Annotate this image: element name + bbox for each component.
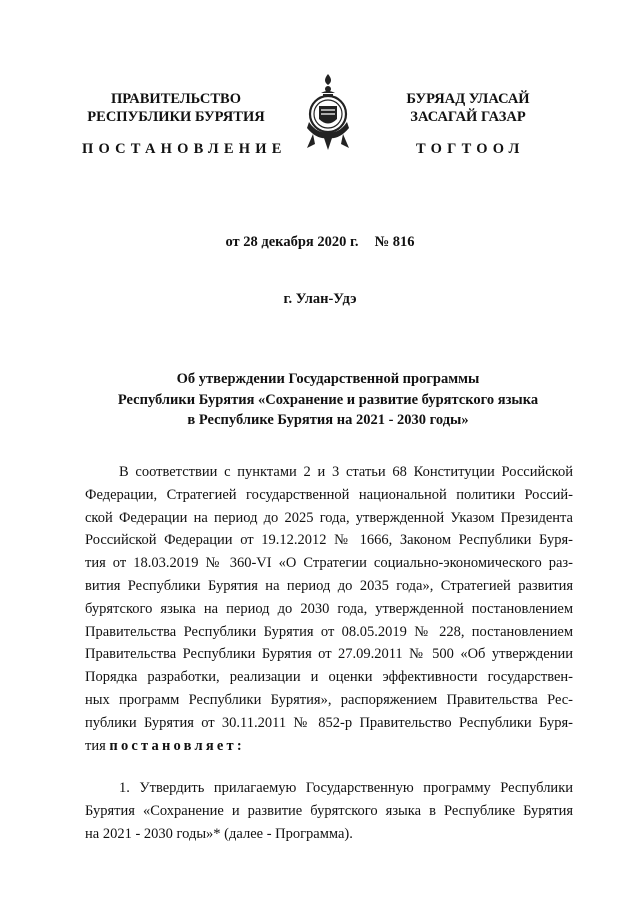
text-line-resolves xyxy=(85,735,573,758)
coat-of-arms-icon xyxy=(297,72,359,152)
issuer-bua-line1: БУРЯАД УЛАСАЙ xyxy=(406,91,530,107)
document-number: № 816 xyxy=(374,234,415,250)
issuer-bua-line2: ЗАСАГАЙ ГАЗАР xyxy=(410,109,526,125)
title-line: Республики Бурятия «Сохранение и развитие бурятского языка xyxy=(117,391,539,408)
text-line: на 2021 - 2030 годы»* (далее - Программа). xyxy=(85,825,353,842)
text-line: Бурятия «Сохранение и развитие бурятского языка в Республике Бурятия xyxy=(85,802,573,819)
text-line: Правительства Республики Бурятия от 27.09.2011 № 500 «Об утверждении xyxy=(85,646,573,663)
text-line: Правительства Республики Бурятия от 08.05.2019 № 228, постановлением xyxy=(85,623,573,640)
title-line: Об утверждении Государственной программы xyxy=(176,371,480,387)
text-line: тия от 18.03.2019 № 360-VI «О Стратегии социально-экономического раз- xyxy=(85,555,573,572)
text-line: публики Бурятия от 30.11.2011 № 852-р Правительство Республики Буря- xyxy=(85,714,573,731)
text-line: 1. Утвердить прилагаемую Государственную программу Республики xyxy=(119,780,573,796)
text-line: ской Федерации на период до 2025 года, утвержденной Указом Президента xyxy=(85,509,573,526)
resolves-keyword: постановляет: xyxy=(109,737,245,754)
clause-1-paragraph xyxy=(85,777,573,845)
doc-type-ru: ПОСТАНОВЛЕНИЕ xyxy=(82,141,287,157)
document-title xyxy=(80,369,576,431)
text-line: Порядка разработки, реализации и оценки эффективности государствен- xyxy=(85,669,573,686)
city: г. Улан-Удэ xyxy=(283,291,357,307)
issuer-bua xyxy=(394,90,542,126)
text-line: бурятского языка на период до 2030 года, утвержденной постановлением xyxy=(85,600,573,617)
issuer-ru-line2: РЕСПУБЛИКИ БУРЯТИЯ xyxy=(87,109,265,125)
text-line: вития Республики Бурятия на период до 2035 года», Стратегией развития xyxy=(85,577,573,594)
title-line: в Республике Бурятия на 2021 - 2030 годы» xyxy=(187,412,469,428)
doc-type-bua: ТОГТООЛ xyxy=(416,141,525,157)
text-line: Российской Федерации от 19.12.2012 № 1666, Законом Республики Буря- xyxy=(85,532,573,549)
document-date: от 28 декабря 2020 г. xyxy=(225,234,359,250)
date-number-line xyxy=(0,234,640,251)
issuer-ru-line1: ПРАВИТЕЛЬСТВО xyxy=(111,91,241,107)
text-line: Федерации, Стратегией государственной национальной политики Россий- xyxy=(85,486,573,503)
resolves-prefix: тия xyxy=(85,737,106,754)
issuer-ru xyxy=(78,90,274,126)
text-line: В соответствии с пунктами 2 и 3 статьи 68 Конституции Российской xyxy=(119,464,573,480)
text-line: ных программ Республики Бурятия», распоряжением Правительства Рес- xyxy=(85,691,573,708)
preamble-paragraph xyxy=(85,461,573,757)
